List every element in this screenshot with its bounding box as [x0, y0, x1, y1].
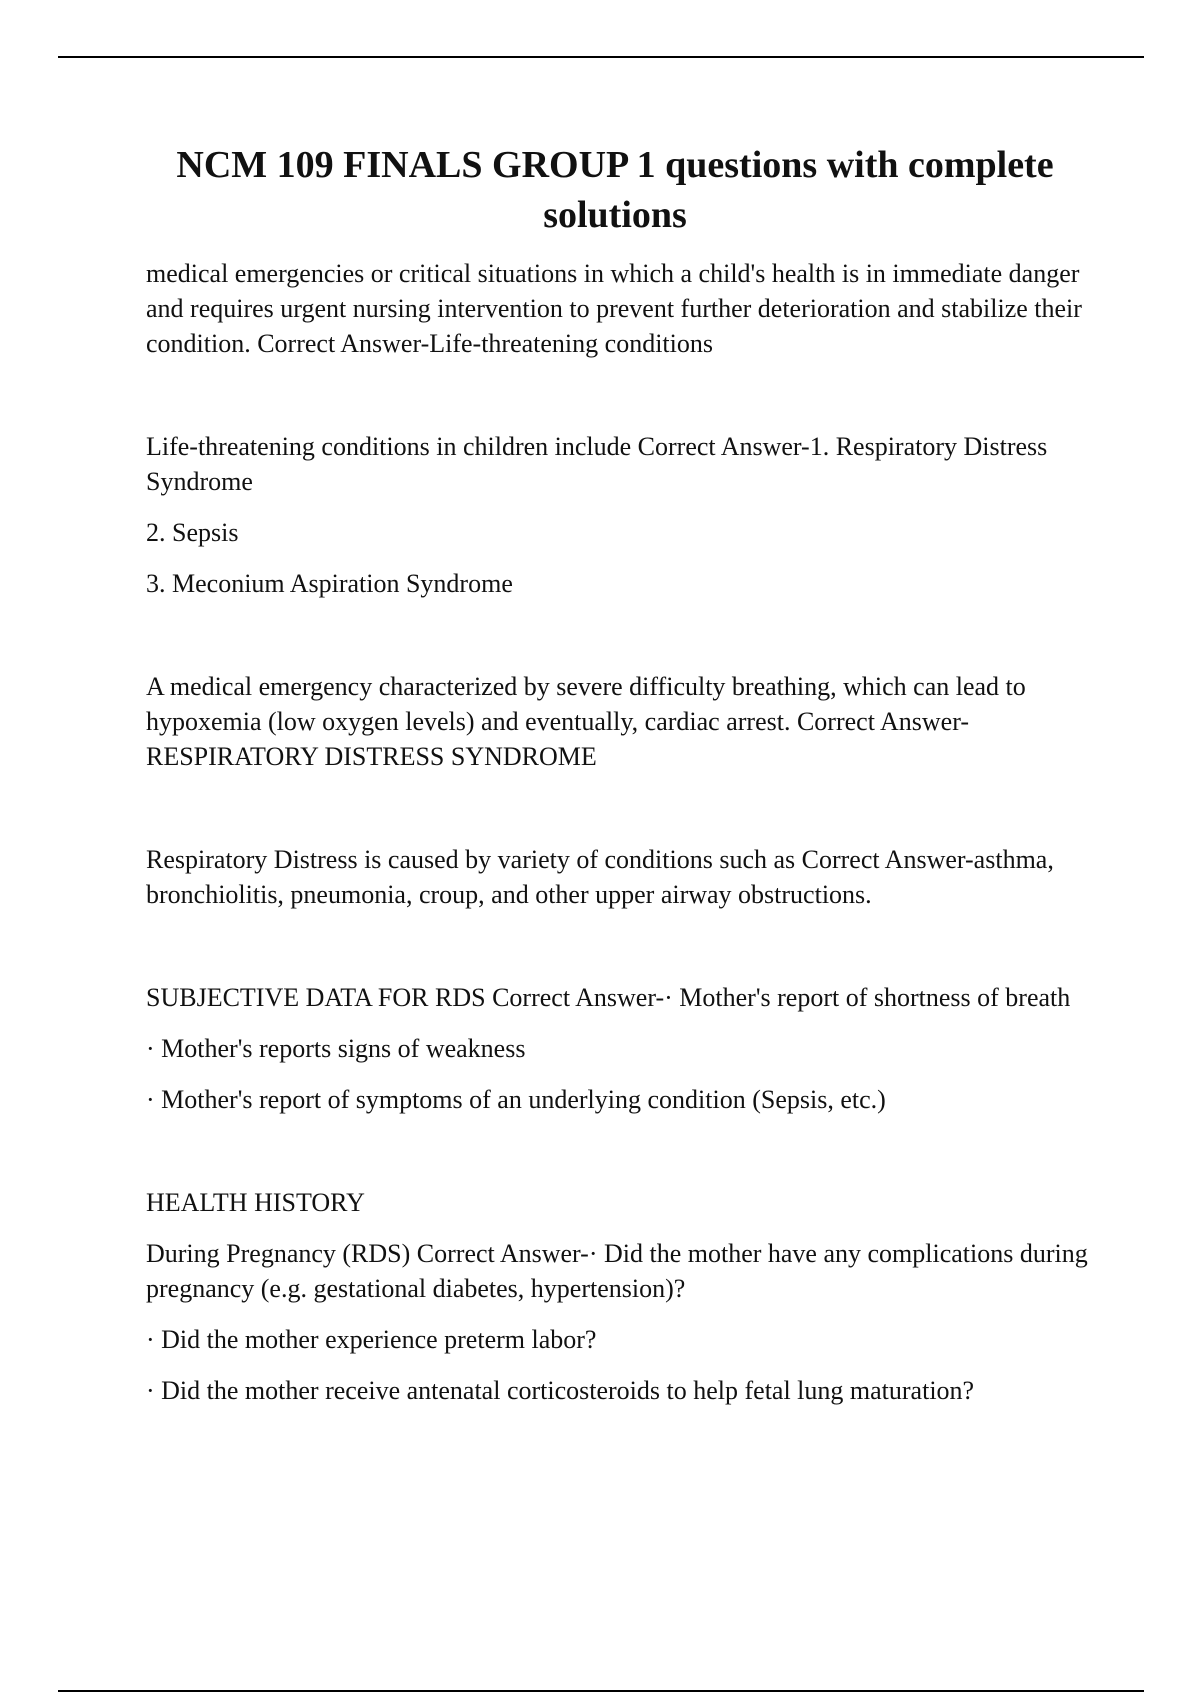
- bottom-rule: [58, 1690, 1144, 1692]
- qa-paragraph-6: During Pregnancy (RDS) Correct Answer-· Did the mother have any complications during pregnancy (e.g. gestational diabetes, hypertension)?: [146, 1239, 1088, 1303]
- qa-paragraph-1: medical emergencies or critical situations in which a child's health is in immediate danger and requires urgent nursing intervention to prevent further deterioration and stabilize their condition. Correct Answer-Life-threatening conditions: [146, 259, 1082, 358]
- document-body: [146, 256, 1094, 1408]
- bullet-weakness: · Mother's reports signs of weakness: [146, 1034, 526, 1063]
- qa-paragraph-4: Respiratory Distress is caused by variety of conditions such as Correct Answer-asthma, bronchiolitis, pneumonia, croup, and other upper airway obstructions.: [146, 845, 1054, 909]
- page-title: NCM 109 FINALS GROUP 1 questions with complete solutions: [176, 144, 1054, 236]
- top-rule: [58, 56, 1144, 58]
- qa-paragraph-3: A medical emergency characterized by severe difficulty breathing, which can lead to hypoxemia (low oxygen levels) and eventually, cardiac arrest. Correct Answer-RESPIRATORY DISTRESS SYNDROME: [146, 672, 1026, 771]
- qa-paragraph-2: Life-threatening conditions in children include Correct Answer-1. Respiratory Distress Syndrome: [146, 432, 1048, 496]
- bullet-underlying-condition: · Mother's report of symptoms of an underlying condition (Sepsis, etc.): [146, 1085, 886, 1114]
- list-item-sepsis: 2. Sepsis: [146, 518, 239, 547]
- section-heading-health-history: HEALTH HISTORY: [146, 1188, 365, 1217]
- list-item-meconium: 3. Meconium Aspiration Syndrome: [146, 569, 513, 598]
- bullet-preterm-labor: · Did the mother experience preterm labor?: [146, 1325, 597, 1354]
- bullet-antenatal-corticosteroids: · Did the mother receive antenatal corticosteroids to help fetal lung maturation?: [146, 1376, 975, 1405]
- qa-paragraph-5: SUBJECTIVE DATA FOR RDS Correct Answer-· Mother's report of shortness of breath: [146, 983, 1071, 1012]
